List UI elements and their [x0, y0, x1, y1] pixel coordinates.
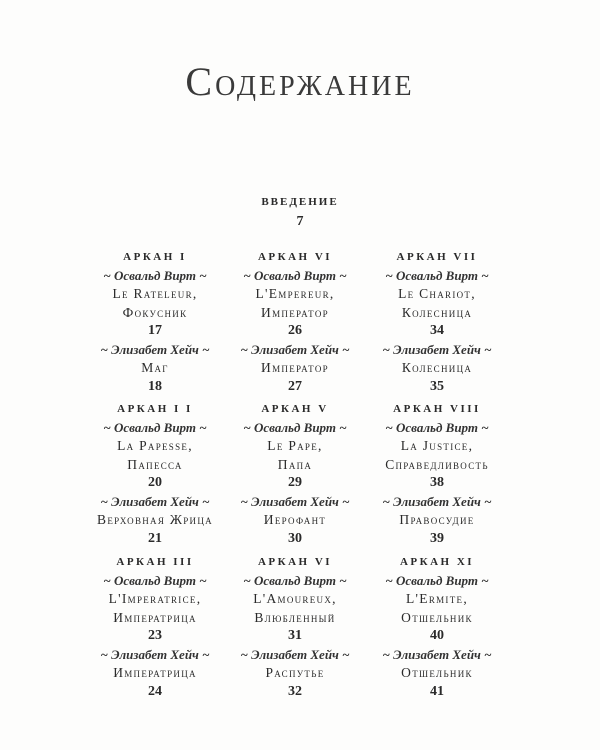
wirth-title-french: Le Rateleur, [112, 286, 198, 301]
wirth-title-french: La Justice, [400, 438, 474, 453]
author-label-haich: ~ Элизабет Хейч ~ [100, 493, 210, 509]
wirth-title-russian: Папа [277, 456, 313, 472]
haich-page-number: 30 [288, 530, 302, 546]
toc-entry[interactable] [215, 248, 375, 396]
arcana-heading: АРКАН I I [117, 403, 193, 415]
author-label-haich: ~ Элизабет Хейч ~ [382, 341, 492, 357]
wirth-page-number: 23 [148, 628, 162, 643]
arcana-heading: АРКАН VII [396, 251, 478, 263]
wirth-page-number: 34 [430, 323, 444, 338]
toc-entry[interactable] [357, 400, 517, 548]
wirth-page-number: 40 [430, 628, 444, 643]
haich-page-number: 32 [288, 683, 302, 699]
arcana-heading: АРКАН III [116, 556, 194, 568]
arcana-heading: АРКАН VI [257, 556, 333, 568]
toc-entry[interactable] [75, 248, 235, 396]
wirth-page-number: 29 [288, 475, 302, 490]
author-label-haich: ~ Элизабет Хейч ~ [240, 646, 350, 662]
author-label-haich: ~ Элизабет Хейч ~ [382, 493, 492, 509]
wirth-title-russian: Папесса [127, 456, 183, 472]
wirth-title-russian: Императрица [113, 609, 197, 625]
author-label-wirth: ~ Освальд Вирт ~ [243, 572, 347, 588]
wirth-title-russian: Справедливость [385, 456, 489, 472]
author-label-wirth: ~ Освальд Вирт ~ [385, 572, 489, 588]
wirth-title-russian: Колесница [401, 304, 473, 320]
haich-page-number: 39 [430, 530, 444, 546]
wirth-title-russian: Влюбленный [254, 609, 336, 625]
wirth-page-number: 17 [148, 323, 162, 338]
author-label-haich: ~ Элизабет Хейч ~ [100, 341, 210, 357]
haich-title: Правосудие [399, 512, 475, 527]
haich-title: Иерофант [263, 512, 327, 527]
haich-title: Распутье [265, 665, 325, 680]
wirth-title-french: La Papesse, [117, 438, 193, 453]
haich-page-number: 21 [148, 530, 162, 546]
wirth-title-french: Le Chariot, [398, 286, 476, 301]
toc-entry[interactable] [357, 248, 517, 396]
arcana-heading: АРКАН V [261, 403, 329, 415]
haich-page-number: 18 [148, 378, 162, 394]
toc-entry[interactable] [357, 553, 517, 701]
toc-entry-introduction[interactable] [0, 193, 600, 233]
haich-page-number: 35 [430, 378, 444, 394]
haich-title: Отшельник [401, 665, 473, 680]
author-label-haich: ~ Элизабет Хейч ~ [100, 646, 210, 662]
wirth-page-number: 31 [288, 628, 302, 643]
wirth-title-russian: Отшельник [401, 609, 473, 625]
arcana-heading: АРКАН VI [257, 251, 333, 263]
toc-entry[interactable] [215, 553, 375, 701]
author-label-haich: ~ Элизабет Хейч ~ [240, 493, 350, 509]
arcana-heading: АРКАН I [123, 251, 187, 263]
haich-title: Императрица [113, 665, 197, 680]
haich-page-number: 41 [430, 683, 444, 699]
toc-entry[interactable] [215, 400, 375, 548]
introduction-page: 7 [296, 214, 304, 229]
wirth-title-french: Le Pape, [267, 438, 323, 453]
haich-title: Маг [141, 360, 169, 375]
author-label-wirth: ~ Освальд Вирт ~ [243, 419, 347, 435]
wirth-title-french: L'Amoureux, [253, 591, 337, 606]
haich-title: Верховная Жрица [97, 512, 213, 527]
author-label-wirth: ~ Освальд Вирт ~ [385, 419, 489, 435]
author-label-haich: ~ Элизабет Хейч ~ [382, 646, 492, 662]
wirth-page-number: 38 [430, 475, 444, 490]
author-label-wirth: ~ Освальд Вирт ~ [103, 572, 207, 588]
author-label-haich: ~ Элизабет Хейч ~ [240, 341, 350, 357]
page-title: Содержание [185, 59, 415, 104]
author-label-wirth: ~ Освальд Вирт ~ [103, 267, 207, 283]
wirth-title-russian: Фокусник [122, 304, 188, 320]
wirth-title-french: L'Ermite, [406, 591, 468, 606]
wirth-title-russian: Император [261, 304, 329, 320]
wirth-page-number: 20 [148, 475, 162, 490]
toc-entry[interactable] [75, 400, 235, 548]
author-label-wirth: ~ Освальд Вирт ~ [103, 419, 207, 435]
introduction-label: ВВЕДЕНИЕ [261, 196, 339, 208]
wirth-title-french: L'Imperatrice, [108, 591, 202, 606]
haich-page-number: 27 [288, 378, 302, 394]
wirth-page-number: 26 [288, 323, 302, 338]
arcana-heading: АРКАН XI [399, 556, 475, 568]
author-label-wirth: ~ Освальд Вирт ~ [385, 267, 489, 283]
haich-title: Император [261, 360, 329, 375]
author-label-wirth: ~ Освальд Вирт ~ [243, 267, 347, 283]
arcana-heading: АРКАН VIII [393, 403, 481, 415]
haich-title: Колесница [401, 360, 473, 375]
wirth-title-french: L'Empereur, [255, 286, 335, 301]
haich-page-number: 24 [148, 683, 162, 699]
toc-entry[interactable] [75, 553, 235, 701]
